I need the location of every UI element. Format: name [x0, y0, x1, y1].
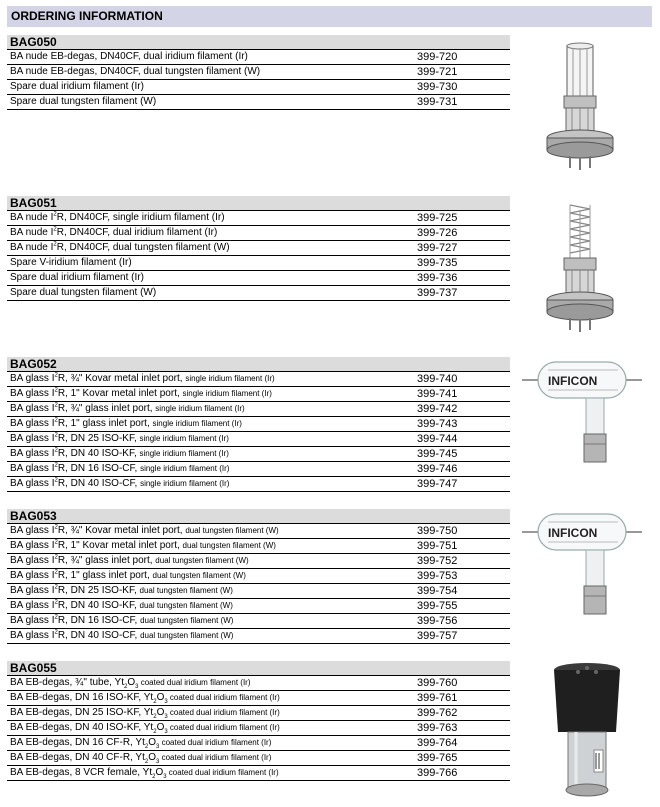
row-description: BA glass $I^2R$, DN 40 ISO-CF, dual tungsten filament (W) [10, 629, 234, 641]
table-row [7, 736, 510, 751]
section-heading: BAG053 [7, 509, 510, 524]
page-title: ORDERING INFORMATION [7, 6, 652, 27]
table-row [7, 584, 510, 599]
table-row [7, 50, 510, 65]
section-bag051 [7, 196, 510, 301]
table-row [7, 614, 510, 629]
row-description: BA nude EB-degas, DN40CF, dual iridium filament (Ir) [10, 51, 248, 62]
row-order-code: 399-750 [417, 525, 458, 537]
table-row [7, 387, 510, 402]
section-heading: BAG055 [7, 661, 510, 676]
row-description: Spare dual tungsten filament (W) [10, 96, 157, 107]
table-row [7, 691, 510, 706]
row-order-code: 399-740 [417, 373, 458, 385]
table-row [7, 372, 510, 387]
row-order-code: 399-763 [417, 722, 458, 734]
row-order-code: 399-754 [417, 585, 458, 597]
table-row [7, 599, 510, 614]
table-row [7, 569, 510, 584]
section-heading: BAG051 [7, 196, 510, 211]
row-order-code: 399-731 [417, 96, 458, 108]
section-bag052 [7, 357, 510, 492]
table-row [7, 766, 510, 781]
row-description: BA glass $I^2R$, ¾" Kovar metal inlet port, dual tungsten filament (W) [10, 524, 279, 536]
table-row [7, 402, 510, 417]
row-order-code: 399-755 [417, 600, 458, 612]
row-order-code: 399-746 [417, 463, 458, 475]
row-description: BA glass $I^2R$, ¾" glass inlet port, dual tungsten filament (W) [10, 554, 249, 566]
row-description: BA EB-degas, DN 16 ISO-KF, $Yt_2O_3$ coated dual iridium filament (Ir) [10, 692, 280, 705]
row-order-code: 399-741 [417, 388, 458, 400]
row-order-code: 399-745 [417, 448, 458, 460]
row-description: Spare V-iridium filament (Ir) [10, 257, 132, 268]
row-description: BA glass $I^2R$, 1" glass inlet port, single iridium filament (Ir) [10, 417, 242, 429]
row-order-code: 399-764 [417, 737, 458, 749]
row-order-code: 399-765 [417, 752, 458, 764]
bag053-glass-gauge-image [518, 508, 648, 618]
row-description: BA glass $I^2R$, DN 25 ISO-KF, single iridium filament (Ir) [10, 432, 229, 444]
section-heading: BAG050 [7, 35, 510, 50]
table-row [7, 256, 510, 271]
row-order-code: 399-762 [417, 707, 458, 719]
bag052-glass-gauge-image [518, 356, 648, 466]
table-row [7, 271, 510, 286]
row-description: BA nude $I^2R$, DN40CF, dual iridium filament (Ir) [10, 226, 218, 238]
row-description: BA glass $I^2R$, ¾" glass inlet port, single iridium filament (Ir) [10, 402, 245, 414]
row-order-code: 399-747 [417, 478, 458, 490]
table-row [7, 226, 510, 241]
row-description: Spare dual iridium filament (Ir) [10, 81, 144, 92]
row-order-code: 399-720 [417, 51, 458, 63]
table-row [7, 629, 510, 644]
row-description: BA glass $I^2R$, DN 16 ISO-CF, dual tungsten filament (W) [10, 614, 234, 626]
table-row [7, 241, 510, 256]
row-description: BA EB-degas, DN 40 CF-R, $Yt_2O_3$ coated dual iridium filament (Ir) [10, 752, 272, 765]
row-description: BA glass $I^2R$, 1" Kovar metal inlet port, single iridium filament (Ir) [10, 387, 272, 399]
row-order-code: 399-743 [417, 418, 458, 430]
row-order-code: 399-736 [417, 272, 458, 284]
table-row [7, 95, 510, 110]
table-row [7, 447, 510, 462]
row-description: Spare dual tungsten filament (W) [10, 287, 157, 298]
row-description: BA glass $I^2R$, DN 40 ISO-KF, single iridium filament (Ir) [10, 447, 229, 459]
row-description: Spare dual iridium filament (Ir) [10, 272, 144, 283]
section-bag050 [7, 35, 510, 110]
row-order-code: 399-726 [417, 227, 458, 239]
table-row [7, 539, 510, 554]
bag055-gauge-image [542, 660, 632, 802]
row-order-code: 399-761 [417, 692, 458, 704]
row-description: BA glass $I^2R$, 1" glass inlet port, dual tungsten filament (W) [10, 569, 246, 581]
row-order-code: 399-730 [417, 81, 458, 93]
row-order-code: 399-737 [417, 287, 458, 299]
row-order-code: 399-751 [417, 540, 458, 552]
table-row [7, 554, 510, 569]
row-order-code: 399-752 [417, 555, 458, 567]
row-description: BA EB-degas, 8 VCR female, $Yt_2O_3$ coated dual iridium filament (Ir) [10, 767, 279, 780]
row-order-code: 399-766 [417, 767, 458, 779]
row-order-code: 399-756 [417, 615, 458, 627]
svg-text:INFICON: INFICON [548, 374, 598, 388]
section-heading: BAG052 [7, 357, 510, 372]
row-order-code: 399-742 [417, 403, 458, 415]
table-row [7, 751, 510, 766]
table-row [7, 706, 510, 721]
row-order-code: 399-727 [417, 242, 458, 254]
table-row [7, 65, 510, 80]
section-bag053 [7, 509, 510, 644]
row-order-code: 399-721 [417, 66, 458, 78]
row-description: BA nude $I^2R$, DN40CF, dual tungsten filament (W) [10, 241, 230, 253]
row-description: BA EB-degas, DN 25 ISO-KF, $Yt_2O_3$ coated dual iridium filament (Ir) [10, 707, 280, 720]
section-bag055 [7, 661, 510, 781]
row-order-code: 399-760 [417, 677, 458, 689]
table-row [7, 477, 510, 492]
row-description: BA nude $I^2R$, DN40CF, single iridium filament (Ir) [10, 211, 225, 223]
table-row [7, 211, 510, 226]
svg-text:INFICON: INFICON [548, 526, 598, 540]
row-order-code: 399-744 [417, 433, 458, 445]
row-order-code: 399-725 [417, 212, 458, 224]
table-row [7, 462, 510, 477]
row-description: BA EB-degas, DN 40 ISO-KF, $Yt_2O_3$ coated dual iridium filament (Ir) [10, 722, 280, 735]
row-description: BA glass $I^2R$, 1" Kovar metal inlet port, dual tungsten filament (W) [10, 539, 276, 551]
bag050-gauge-image [540, 38, 620, 173]
bag051-gauge-image [540, 200, 620, 335]
row-description: BA EB-degas, DN 16 CF-R, $Yt_2O_3$ coated dual iridium filament (Ir) [10, 737, 272, 750]
row-description: BA glass $I^2R$, DN 40 ISO-CF, single iridium filament (Ir) [10, 477, 230, 489]
row-order-code: 399-753 [417, 570, 458, 582]
table-row [7, 432, 510, 447]
table-row [7, 524, 510, 539]
table-row [7, 676, 510, 691]
table-row [7, 286, 510, 301]
row-order-code: 399-735 [417, 257, 458, 269]
table-row [7, 80, 510, 95]
table-row [7, 721, 510, 736]
row-description: BA EB-degas, ¾" tube, $Yt_2O_3$ coated dual iridium filament (Ir) [10, 677, 251, 690]
row-description: BA glass $I^2R$, DN 25 ISO-KF, dual tungsten filament (W) [10, 584, 233, 596]
row-description: BA nude EB-degas, DN40CF, dual tungsten filament (W) [10, 66, 261, 77]
row-order-code: 399-757 [417, 630, 458, 642]
row-description: BA glass $I^2R$, DN 16 ISO-CF, single iridium filament (Ir) [10, 462, 230, 474]
row-description: BA glass $I^2R$, ¾" Kovar metal inlet port, single iridium filament (Ir) [10, 372, 275, 384]
row-description: BA glass $I^2R$, DN 40 ISO-KF, dual tungsten filament (W) [10, 599, 233, 611]
table-row [7, 417, 510, 432]
